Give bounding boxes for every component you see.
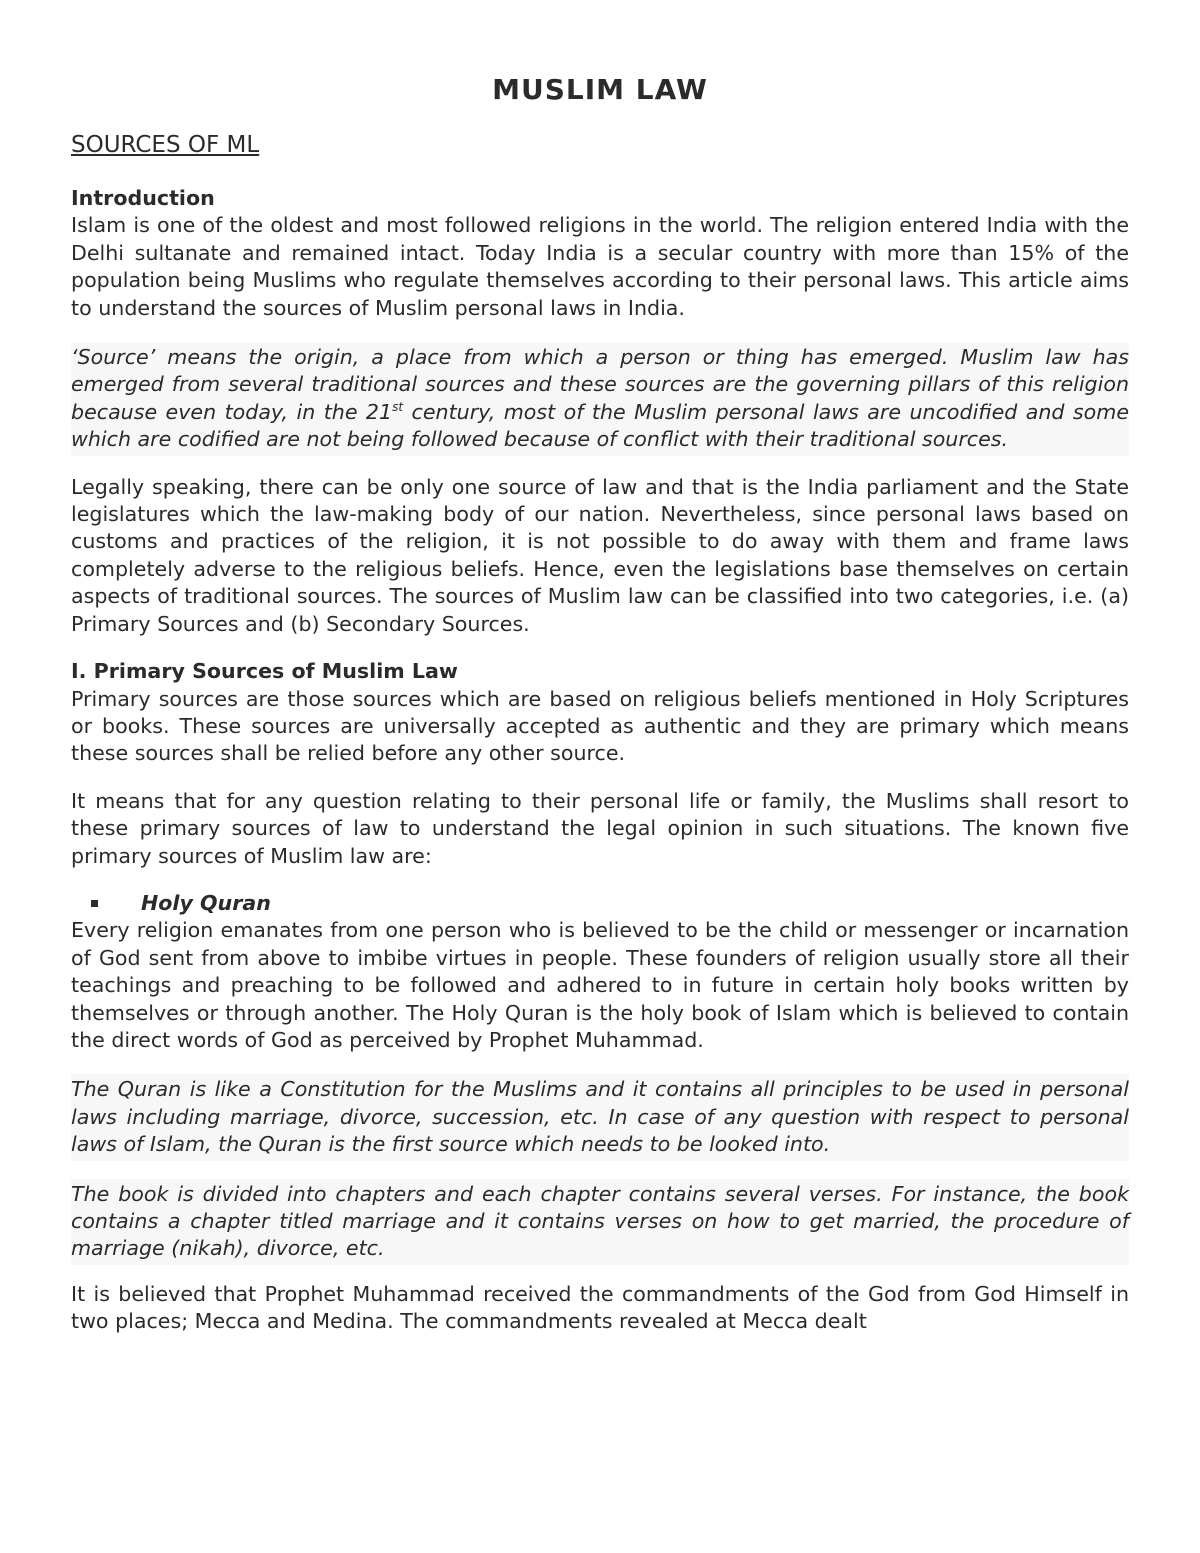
source-quote-text: ‘Source’ means the origin, a place from which a person or thing has emerged. Muslim law has emerged from several traditional sources and these sources are the governing pillars of this religion because even today, in the 21 bbox=[71, 345, 1129, 424]
section-title: SOURCES OF ML bbox=[71, 132, 260, 158]
quran-quote-1: The Quran is like a Constitution for the Muslims and it contains all principles to be used in personal laws including marriage, divorce, succession, etc. In case of any question with respect to personal laws of Islam, the Quran is the first source which needs to be looked into. bbox=[71, 1074, 1129, 1160]
document-page bbox=[71, 72, 1129, 1356]
source-definition-quote bbox=[71, 342, 1129, 456]
holy-quran-heading: Holy Quran bbox=[141, 890, 271, 915]
quran-paragraph: Every religion emanates from one person who is believed to be the child or messenger or incarnation of God sent from above to imbibe virtues in people. These founders of religion usually store all their teachings and preaching to be followed and adhered to in future in certain holy books written by themselves or through another. The Holy Quran is the holy book of Islam which is believed to contain the direct words of God as perceived by Prophet Muhammad. bbox=[71, 918, 1129, 1052]
final-paragraph: It is believed that Prophet Muhammad received the commandments of the God from God Himself in two places; Mecca and Medina. The commandments revealed at Mecca dealt bbox=[71, 1281, 1129, 1334]
holy-quran-bullet bbox=[71, 890, 1129, 917]
primary-sources-heading: I. Primary Sources of Muslim Law bbox=[71, 659, 458, 684]
primary-sources-paragraph: Primary sources are those sources which are based on religious beliefs mentioned in Holy Scriptures or books. These sources are universally accepted as authentic and they are primary which means these sources shall be relied before any other source. bbox=[71, 686, 1129, 766]
source-quote-superscript: st bbox=[392, 399, 404, 414]
intro-heading: Introduction bbox=[71, 186, 215, 210]
legal-paragraph: Legally speaking, there can be only one source of law and that is the India parliament and the State legislatures which the law-making body of our nation. Nevertheless, since personal laws based on customs and practices of the religion, it is not possible to do away with them and frame laws completely adverse to the religious beliefs. Hence, even the legislations base themselves on certain aspects of traditional sources. The sources of Muslim law can be classified into two categories, i.e. (a) Primary Sources and (b) Secondary Sources. bbox=[71, 474, 1129, 636]
primary-sources-paragraph-2: It means that for any question relating to their personal life or family, the Muslims shall resort to these primary sources of law to understand the legal opinion in such situations. The known five primary sources of Muslim law are: bbox=[71, 788, 1129, 868]
square-bullet-icon bbox=[91, 900, 98, 907]
source-quote-text-continued: century, most of the Muslim personal laws are uncodified and some which are codified are not being followed because of conflict with their traditional sources. bbox=[71, 399, 1129, 452]
intro-paragraph: Islam is one of the oldest and most followed religions in the world. The religion entered India with the Delhi sultanate and remained intact. Today India is a secular country with more than 15% of the population being Muslims who regulate themselves according to their personal laws. This article aims to understand the sources of Muslim personal laws in India. bbox=[71, 213, 1129, 320]
quran-quote-2: The book is divided into chapters and each chapter contains several verses. For instance, the book contains a chapter titled marriage and it contains verses on how to get married, the procedure of marriage (nikah), divorce, etc. bbox=[71, 1179, 1129, 1265]
document-title: MUSLIM LAW bbox=[492, 73, 708, 106]
